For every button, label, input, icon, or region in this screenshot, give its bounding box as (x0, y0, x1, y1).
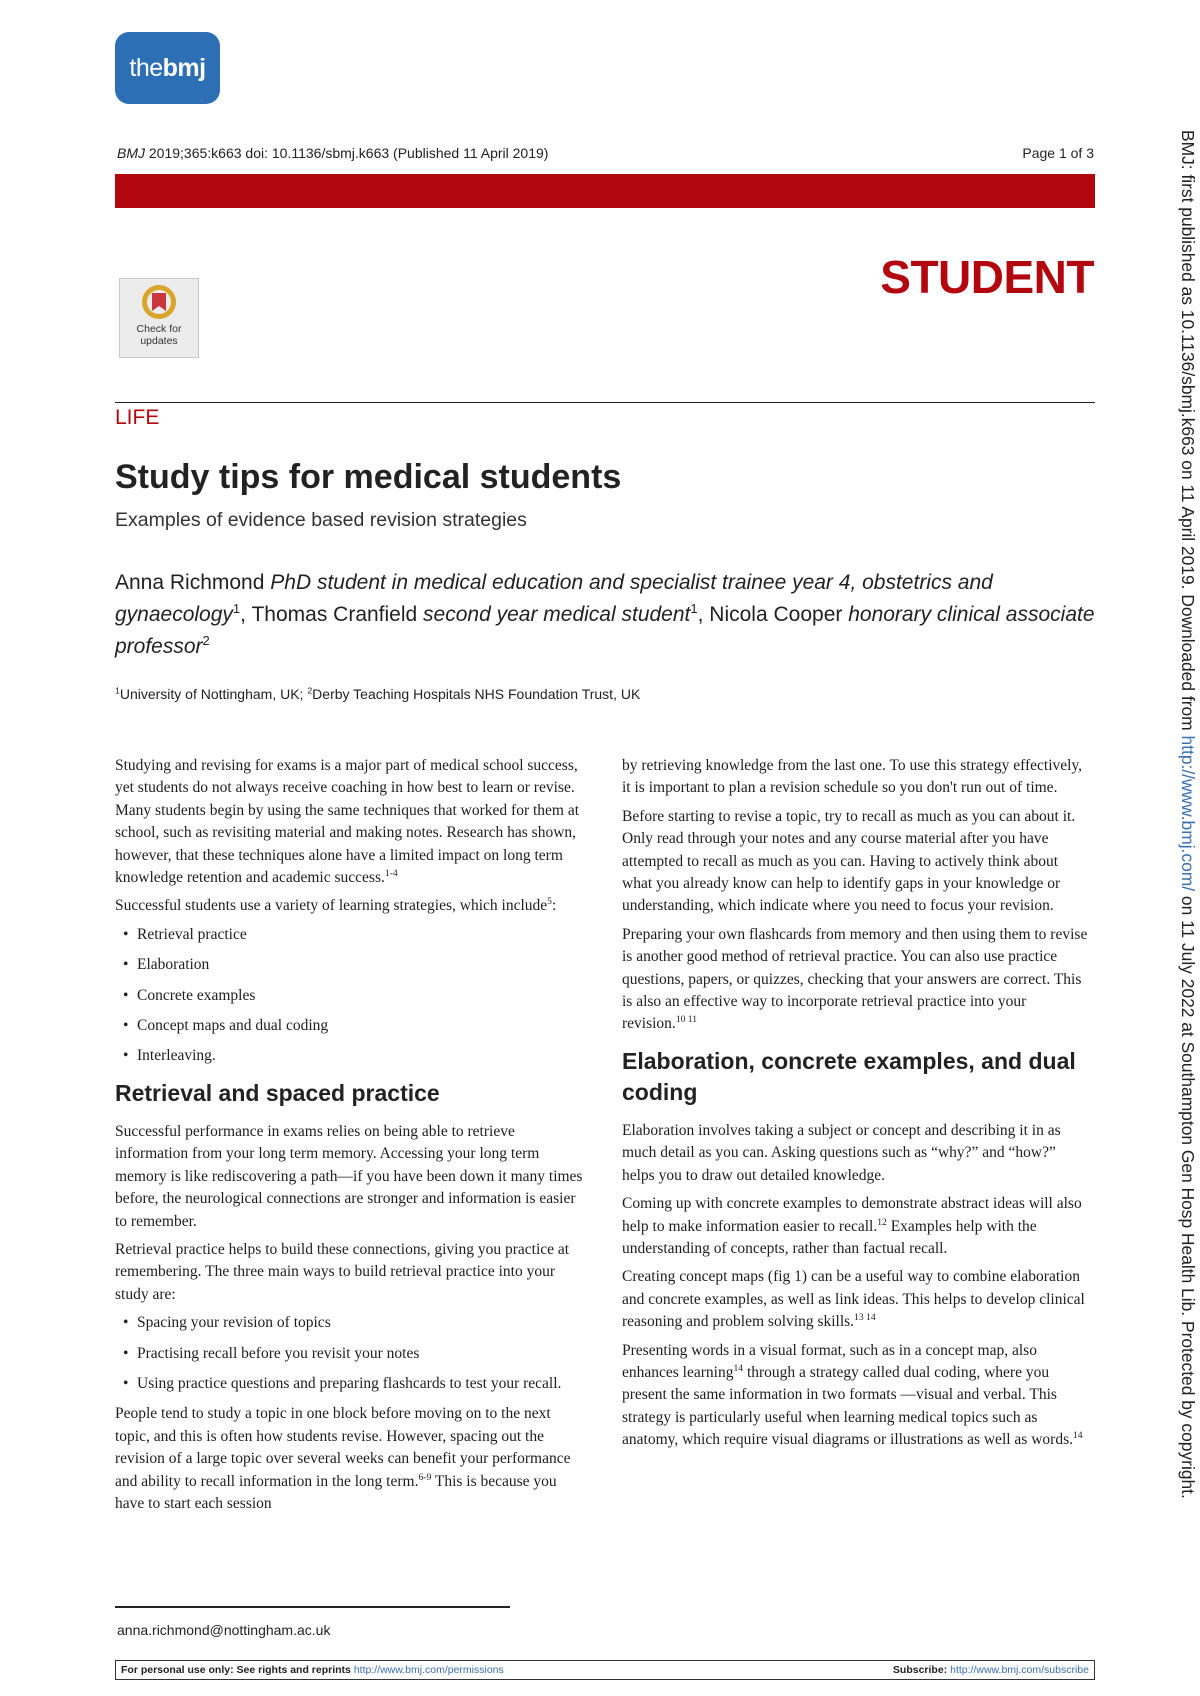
list-item: • Retrieval practice (115, 924, 585, 946)
list-item: • Elaboration (115, 954, 585, 976)
crossmark-icon (142, 285, 176, 319)
permissions-link[interactable]: http://www.bmj.com/permissions (353, 1664, 504, 1676)
header-red-bar (115, 174, 1095, 208)
citation (117, 145, 548, 161)
body-column-right (622, 755, 1092, 1458)
list-item: • Concrete examples (115, 985, 585, 1007)
author-role: second year medical student (423, 603, 691, 626)
paragraph: Successful performance in exams relies on being able to retrieve information from your long term memory. Accessing your long term memory is like rediscovering a path—if you have been down it many times before, the neurological connections are stronger and information is easier to remember. (115, 1122, 583, 1230)
article-title: Study tips for medical students (115, 458, 622, 496)
bmj-site-link[interactable]: http://www.bmj.com/ (1178, 735, 1198, 892)
page-number: Page 1 of 3 (1022, 145, 1094, 161)
affiliation-ref: 1 (690, 601, 698, 616)
logo-bold: bmj (162, 53, 206, 82)
list-item: • Practising recall before you revisit your notes (115, 1343, 585, 1365)
check-updates-line2: updates (140, 335, 178, 347)
paragraph: Retrieval practice helps to build these connections, giving you practice at remembering. The three main ways to build retrieval practice into your study are: (115, 1240, 570, 1303)
paragraph: Before starting to revise a topic, try to recall as much as you can about it. Only read through your notes and any course material after you have attempted to recall as much as you can. Having to actively think about what you already know can help to identify gaps in your knowledge or understanding, which indicate where you need to focus your revision. (622, 807, 1076, 915)
paragraph: by retrieving knowledge from the last one. To use this strategy effectively, it is important to plan a revision schedule so you don't run out of time. (622, 757, 1083, 797)
paragraph: People tend to study a topic in one block before moving on to the next topic, and this is often how students revise. However, spacing out the revision of a large topic over several weeks can benefit your performance and ability to recall information in the long term.$^{6-9}$ This is because you have to start each session (115, 1405, 571, 1512)
affiliations: $^1$University of Nottingham, UK; $^2$Derby Teaching Hospitals NHS Foundation Trust, UK (115, 685, 641, 702)
affiliation-2: Derby Teaching Hospitals NHS Foundation Trust, UK (312, 686, 641, 702)
affiliation-1: University of Nottingham, UK; (119, 686, 308, 702)
correspondence-email[interactable]: anna.richmond@nottingham.ac.uk (117, 1622, 331, 1638)
paragraph: Creating concept maps (fig 1) can be a useful way to combine elaboration and concrete examples, as well as link ideas. This helps to develop clinical reasoning and problem solving skills.$^{13 14}$ (622, 1268, 1085, 1331)
bmj-logo (115, 32, 220, 104)
category-label: LIFE (115, 406, 160, 429)
paragraph: Successful students use a variety of learning strategies, which include$^5$: (115, 896, 557, 915)
article-subtitle: Examples of evidence based revision strategies (115, 509, 527, 531)
copyright-sidebar: BMJ: first published as 10.1136/sbmj.k663 on 11 April 2019. Downloaded from http://www.bmj.com/ on 11 July 2022 at Southampton Gen Hosp Health Lib. Protected by copyright. (1178, 130, 1198, 1499)
footer-bar (115, 1660, 1095, 1680)
citation-journal: BMJ (117, 145, 145, 161)
check-updates-line1: Check for (136, 323, 182, 335)
section-heading: Elaboration, concrete examples, and dual coding (622, 1047, 1076, 1105)
list-item: • Using practice questions and preparing flashcards to test your recall. (115, 1373, 585, 1395)
paragraph: Preparing your own flashcards from memory and then using them to revise is another good method of retrieval practice. You can also use practice questions, papers, or quizzes, checking that your answers are correct. This is also an effective way to incorporate retrieval practice into your revision.$^{10 11}$ (622, 925, 1088, 1033)
paragraph: Coming up with concrete examples to demonstrate abstract ideas will also help to make information easier to recall.$^{12}$ Examples help with the understanding of concepts, rather than factual recall. (622, 1195, 1082, 1257)
author-name: Thomas Cranfield (251, 603, 418, 626)
affiliation-ref: 2 (202, 633, 210, 648)
list-item: • Concept maps and dual coding (115, 1015, 585, 1037)
footnote-divider (115, 1606, 510, 1608)
author-role: honorary clinical associate professor (115, 603, 1095, 658)
check-for-updates-badge[interactable] (119, 278, 199, 358)
footer-subscribe: Subscribe: http://www.bmj.com/subscribe (892, 1664, 1089, 1676)
paragraph: Presenting words in a visual format, such as in a concept map, also enhances learning$^{14}$ through a strategy called dual coding, where you present the same information in two formats —visual and verbal. This strategy is particularly useful when learning medical topics such as anatomy, which require visual diagrams or illustrations as well as words.$^{14}$ (622, 1341, 1083, 1449)
subscribe-link[interactable]: http://www.bmj.com/subscribe (950, 1664, 1089, 1676)
logo-prefix: the (129, 53, 163, 82)
footer-rights: For personal use only: See rights and reprints http://www.bmj.com/permissions (121, 1664, 504, 1676)
author-role: PhD student in medical education and specialist trainee year 4, obstetrics and gynaecology (115, 571, 993, 626)
section-title: STUDENT (880, 251, 1094, 303)
author-name: Nicola Cooper (709, 603, 843, 626)
paragraph: Studying and revising for exams is a major part of medical school success, yet students do not always receive coaching in how best to learn or revise. Many students begin by using the same techniques that worked for them at school, such as revisiting material and making notes. Research has shown, however, that these techniques alone have a limited impact on long term knowledge retention and academic success.$^{1-4}$ (115, 757, 580, 887)
divider (115, 402, 1095, 403)
author-list: Anna Richmond PhD student in medical education and specialist trainee year 4, obstetrics and gynaecology$^1$, Thomas Cranfield second year medical student$^1$, Nicola Cooper honorary clinical associate professor$^2$ (115, 571, 1095, 658)
affiliation-ref: 1 (232, 601, 241, 616)
author-name: Anna Richmond (115, 571, 265, 594)
body-column-left (115, 755, 585, 1521)
list-item: • Interleaving. (115, 1045, 585, 1067)
retrieval-list (115, 1312, 585, 1395)
list-item: • Spacing your revision of topics (115, 1312, 585, 1334)
paragraph: Elaboration involves taking a subject or concept and describing it in as much detail as you can. Asking questions such as “why?” and “how?” helps you to draw out detailed knowledge. (622, 1121, 1061, 1184)
citation-details: 2019;365:k663 doi: 10.1136/sbmj.k663 (Published 11 April 2019) (145, 145, 549, 161)
section-heading: Retrieval and spaced practice (115, 1079, 440, 1106)
strategy-list (115, 924, 585, 1068)
